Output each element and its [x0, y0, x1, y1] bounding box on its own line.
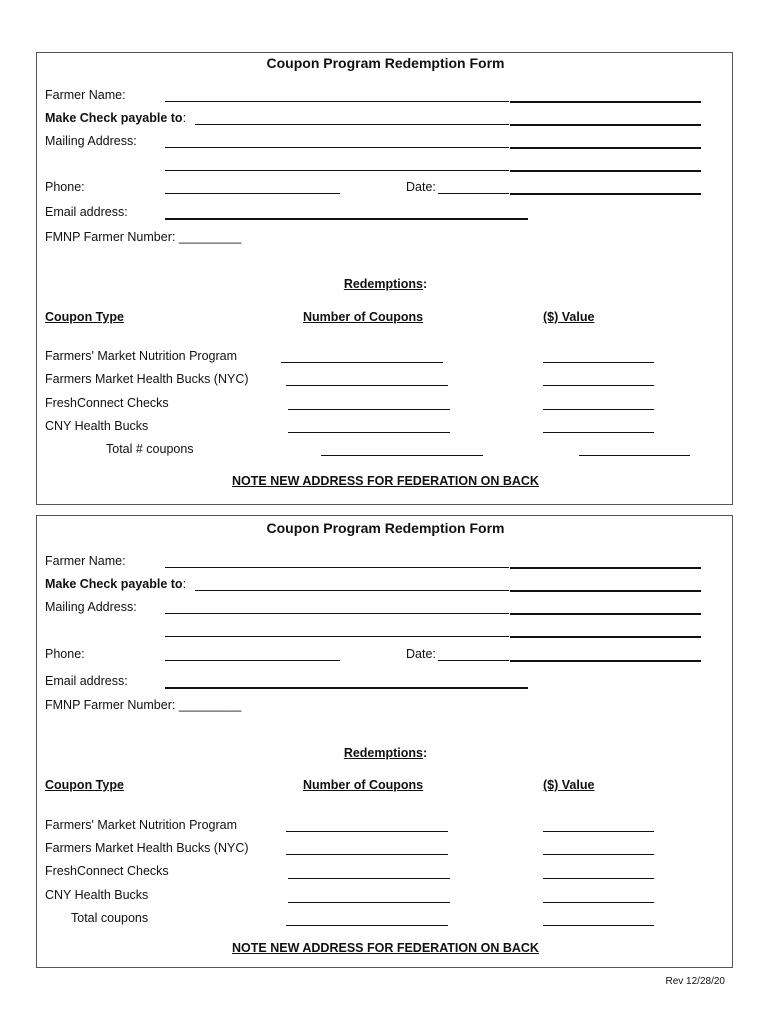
- value-field-health-bucks[interactable]: [543, 854, 654, 855]
- farmer-name-field[interactable]: [165, 567, 509, 568]
- mailing-address-field-1-ext[interactable]: [510, 147, 701, 149]
- count-field-fmnp[interactable]: [281, 362, 443, 363]
- count-field-freshconnect[interactable]: [288, 409, 450, 410]
- value-field-freshconnect[interactable]: [543, 878, 654, 879]
- farmer-name-label: Farmer Name:: [45, 554, 126, 568]
- row-label-cny: CNY Health Bucks: [45, 888, 149, 902]
- date-label: Date:: [406, 647, 436, 661]
- value-field-cny[interactable]: [543, 432, 654, 433]
- mailing-address-field-2[interactable]: [165, 170, 509, 171]
- payable-field[interactable]: [195, 590, 509, 591]
- value-field-cny[interactable]: [543, 902, 654, 903]
- total-count-field[interactable]: [321, 455, 483, 456]
- farmer-name-field[interactable]: [165, 101, 509, 102]
- email-label: Email address:: [45, 205, 128, 219]
- value-field-freshconnect[interactable]: [543, 409, 654, 410]
- count-field-fmnp[interactable]: [286, 831, 448, 832]
- count-field-health-bucks[interactable]: [286, 385, 448, 386]
- payable-field-ext[interactable]: [510, 124, 701, 126]
- mailing-address-label: Mailing Address:: [45, 600, 137, 614]
- mailing-address-field-2-ext[interactable]: [510, 636, 701, 638]
- col-coupon-type: Coupon Type: [45, 310, 124, 324]
- row-label-freshconnect: FreshConnect Checks: [45, 396, 169, 410]
- mailing-address-field-2[interactable]: [165, 636, 509, 637]
- row-label-fmnp: Farmers' Market Nutrition Program: [45, 818, 238, 832]
- payable-label: Make Check payable to:: [45, 577, 187, 591]
- fmnp-number-label: FMNP Farmer Number: _________: [45, 230, 242, 244]
- total-value-field[interactable]: [543, 925, 654, 926]
- value-field-health-bucks[interactable]: [543, 385, 654, 386]
- total-label: Total coupons: [71, 911, 149, 925]
- row-label-cny: CNY Health Bucks: [45, 419, 149, 433]
- date-label: Date:: [406, 180, 436, 194]
- redemption-form-2: [36, 515, 733, 968]
- count-field-cny[interactable]: [288, 432, 450, 433]
- farmer-name-field-ext[interactable]: [510, 567, 701, 569]
- form-title: Coupon Program Redemption Form: [266, 55, 505, 71]
- date-field[interactable]: [438, 660, 509, 661]
- phone-label: Phone:: [45, 180, 85, 194]
- count-field-cny[interactable]: [288, 902, 450, 903]
- row-label-health-bucks: Farmers Market Health Bucks (NYC): [45, 841, 249, 855]
- farmer-name-label: Farmer Name:: [45, 88, 126, 102]
- federation-note: NOTE NEW ADDRESS FOR FEDERATION ON BACK: [232, 941, 539, 955]
- row-label-health-bucks: Farmers Market Health Bucks (NYC): [45, 372, 249, 386]
- federation-note: NOTE NEW ADDRESS FOR FEDERATION ON BACK: [232, 474, 539, 488]
- redemptions-heading: Redemptions:: [343, 277, 428, 291]
- payable-label: Make Check payable to:: [45, 111, 187, 125]
- email-field[interactable]: [165, 218, 528, 220]
- form-title: Coupon Program Redemption Form: [266, 520, 505, 536]
- fmnp-number-label: FMNP Farmer Number: _________: [45, 698, 242, 712]
- date-field-ext[interactable]: [510, 660, 701, 662]
- email-field[interactable]: [165, 687, 528, 689]
- count-field-freshconnect[interactable]: [288, 878, 450, 879]
- value-field-fmnp[interactable]: [543, 831, 654, 832]
- value-field-fmnp[interactable]: [543, 362, 654, 363]
- col-number-coupons: Number of Coupons: [303, 778, 424, 792]
- mailing-address-field-2-ext[interactable]: [510, 170, 701, 172]
- total-count-field[interactable]: [286, 925, 448, 926]
- payable-field-ext[interactable]: [510, 590, 701, 592]
- redemptions-heading: Redemptions:: [343, 746, 428, 760]
- total-value-field[interactable]: [579, 455, 690, 456]
- email-label: Email address:: [45, 674, 128, 688]
- col-number-coupons: Number of Coupons: [303, 310, 424, 324]
- mailing-address-field-1[interactable]: [165, 613, 509, 614]
- farmer-name-field-ext[interactable]: [510, 101, 701, 103]
- payable-field[interactable]: [195, 124, 509, 125]
- phone-label: Phone:: [45, 647, 85, 661]
- phone-field[interactable]: [165, 660, 340, 661]
- mailing-address-field-1[interactable]: [165, 147, 509, 148]
- phone-field[interactable]: [165, 193, 340, 194]
- revision-date: Rev 12/28/20: [665, 976, 725, 987]
- col-coupon-type: Coupon Type: [45, 778, 124, 792]
- total-label: Total # coupons: [106, 442, 194, 456]
- date-field-ext[interactable]: [510, 193, 701, 195]
- date-field[interactable]: [438, 193, 509, 194]
- col-value: ($) Value: [543, 310, 595, 324]
- redemption-form-1: [36, 52, 733, 505]
- row-label-fmnp: Farmers' Market Nutrition Program: [45, 349, 238, 363]
- col-value: ($) Value: [543, 778, 595, 792]
- count-field-health-bucks[interactable]: [286, 854, 448, 855]
- row-label-freshconnect: FreshConnect Checks: [45, 864, 169, 878]
- mailing-address-field-1-ext[interactable]: [510, 613, 701, 615]
- mailing-address-label: Mailing Address:: [45, 134, 137, 148]
